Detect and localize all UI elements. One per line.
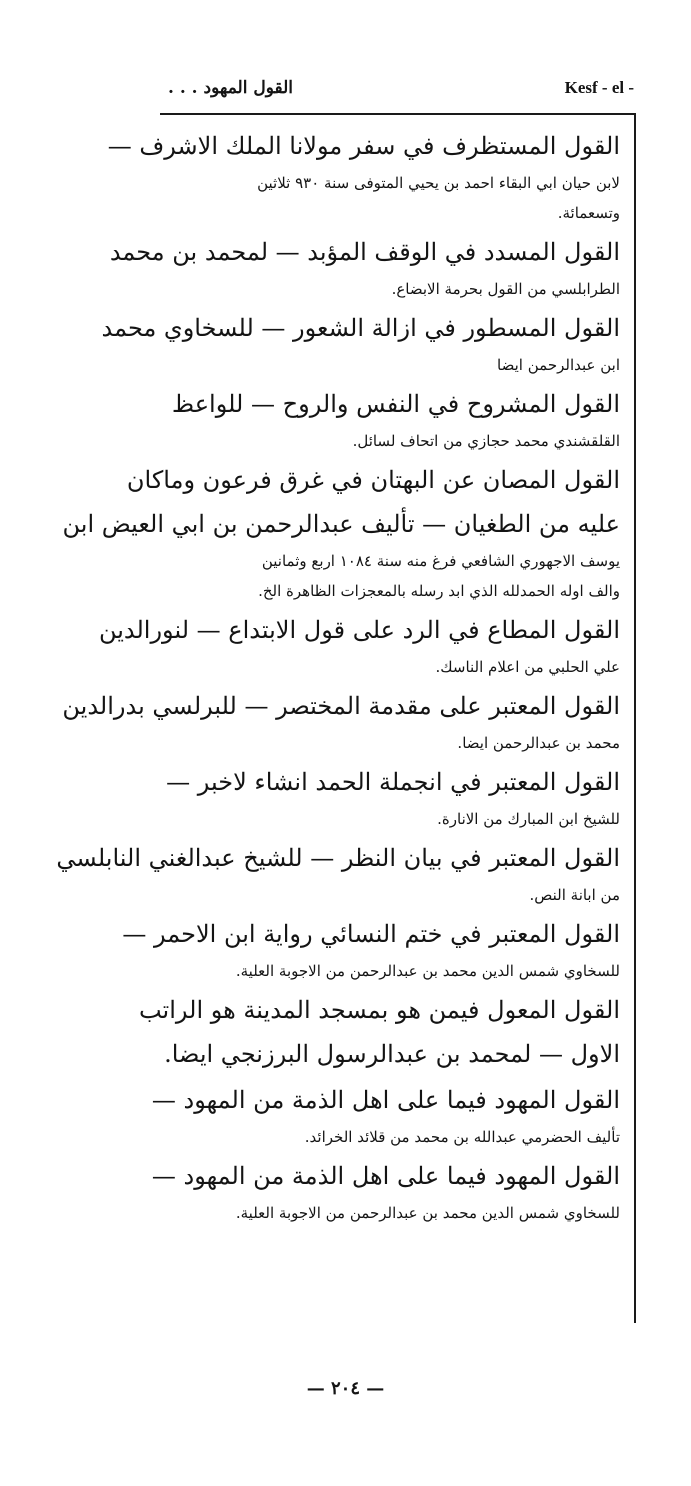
margin-rule (634, 113, 636, 1323)
entry-detail-line: للشيخ ابن المبارك من الانارة. (437, 810, 620, 828)
bibliography-entry (109, 230, 620, 304)
entry-title-line: القول المعتبر في بيان النظر — للشيخ عبدالغني النابلسي (56, 844, 620, 872)
entry-detail-line: وتسعمائة. (557, 204, 620, 222)
bibliography-entry (138, 988, 620, 1076)
entry-title-line: القول المعتبر في ختم النسائي رواية ابن الاحمر — (122, 920, 620, 948)
bibliography-entry (151, 1078, 620, 1152)
entry-title-line: القول المصان عن البهتان في غرق فرعون وماكان (126, 466, 620, 494)
entry-title-line: عليه من الطغيان — تأليف عبدالرحمن بن ابي العيض ابن (62, 510, 620, 538)
entry-detail-line: والف اوله الحمدلله الذي ابد رسله بالمعجزات الظاهرة الخ. (258, 582, 620, 600)
entry-title-line: القول المعتبر على مقدمة المختصر — للبرلسي بدرالدين (62, 692, 620, 720)
entry-detail-line: ابن عبدالرحمن ايضا (497, 356, 620, 374)
entry-detail-line: من ابانة النص. (529, 886, 620, 904)
bibliography-entries (56, 124, 620, 1230)
running-header (160, 72, 640, 104)
page-number: — ٢٠٤ — (306, 1378, 385, 1399)
bibliography-entry (101, 306, 620, 380)
entry-title-line: القول المهود فيما على اهل الذمة من المهود — (151, 1086, 620, 1114)
entry-title-line: الاول — لمحمد بن عبدالرسول البرزنجي ايضا. (164, 1040, 620, 1068)
entry-title-line: القول المعول فيمن هو بمسجد المدينة هو الراتب (138, 996, 620, 1024)
entry-detail-line: يوسف الاجهوري الشافعي فرغ منه سنة ١٠٨٤ اربع وثمانين (261, 552, 620, 570)
bibliography-entry (160, 382, 620, 456)
entry-detail-line: تأليف الحضرمي عبدالله بن محمد من قلائد الخرائد. (304, 1128, 620, 1146)
entry-detail-line: للسخاوي شمس الدين محمد بن عبدالرحمن من الاجوبة العلية. (235, 962, 620, 980)
header-rule (160, 113, 636, 115)
entry-detail-line: الطرابلسي من القول بحرمة الابضاع. (391, 280, 620, 298)
bibliography-entry (62, 458, 620, 606)
bibliography-entry (98, 608, 620, 682)
entry-detail-line: القلقشندي محمد حجازي من اتحاف لسائل. (352, 432, 620, 450)
entry-title-line: القول المسدد في الوقف المؤبد — لمحمد بن محمد (109, 238, 620, 266)
bibliography-entry (62, 684, 620, 758)
running-title-latin: Kesf - el - (564, 78, 634, 97)
entry-title-line: القول المطاع في الرد على قول الابتداع — لنورالدين (98, 616, 620, 644)
entry-detail-line: علي الحلبي من اعلام الناسك. (435, 658, 620, 676)
bibliography-entry (122, 912, 620, 986)
entry-title-line: القول المشروح في النفس والروح — للواعظ (171, 390, 620, 418)
entry-title-line: القول المسطور في ازالة الشعور — للسخاوي محمد (101, 314, 620, 342)
entry-detail-line: محمد بن عبدالرحمن ايضا. (457, 734, 620, 752)
entry-title-line: القول المعتبر في انجملة الحمد انشاء لاخبر — (166, 768, 620, 796)
entry-title-line: القول المستظرف في سفر مولانا الملك الاشرف — (107, 132, 620, 160)
running-title-arabic: القول المهود . . . (168, 78, 293, 98)
entry-detail-line: للسخاوي شمس الدين محمد بن عبدالرحمن من الاجوبة العلية. (235, 1204, 620, 1222)
bibliography-entry (160, 760, 620, 834)
bibliography-entry (107, 124, 620, 228)
bibliography-entry (56, 836, 620, 910)
bibliography-entry (151, 1154, 620, 1228)
entry-title-line: القول المهود فيما على اهل الذمة من المهود — (151, 1162, 620, 1190)
entry-detail-line: لابن حيان ابي البقاء احمد بن يحيي المتوفى سنة ٩٣٠ ثلاثين (257, 174, 620, 192)
